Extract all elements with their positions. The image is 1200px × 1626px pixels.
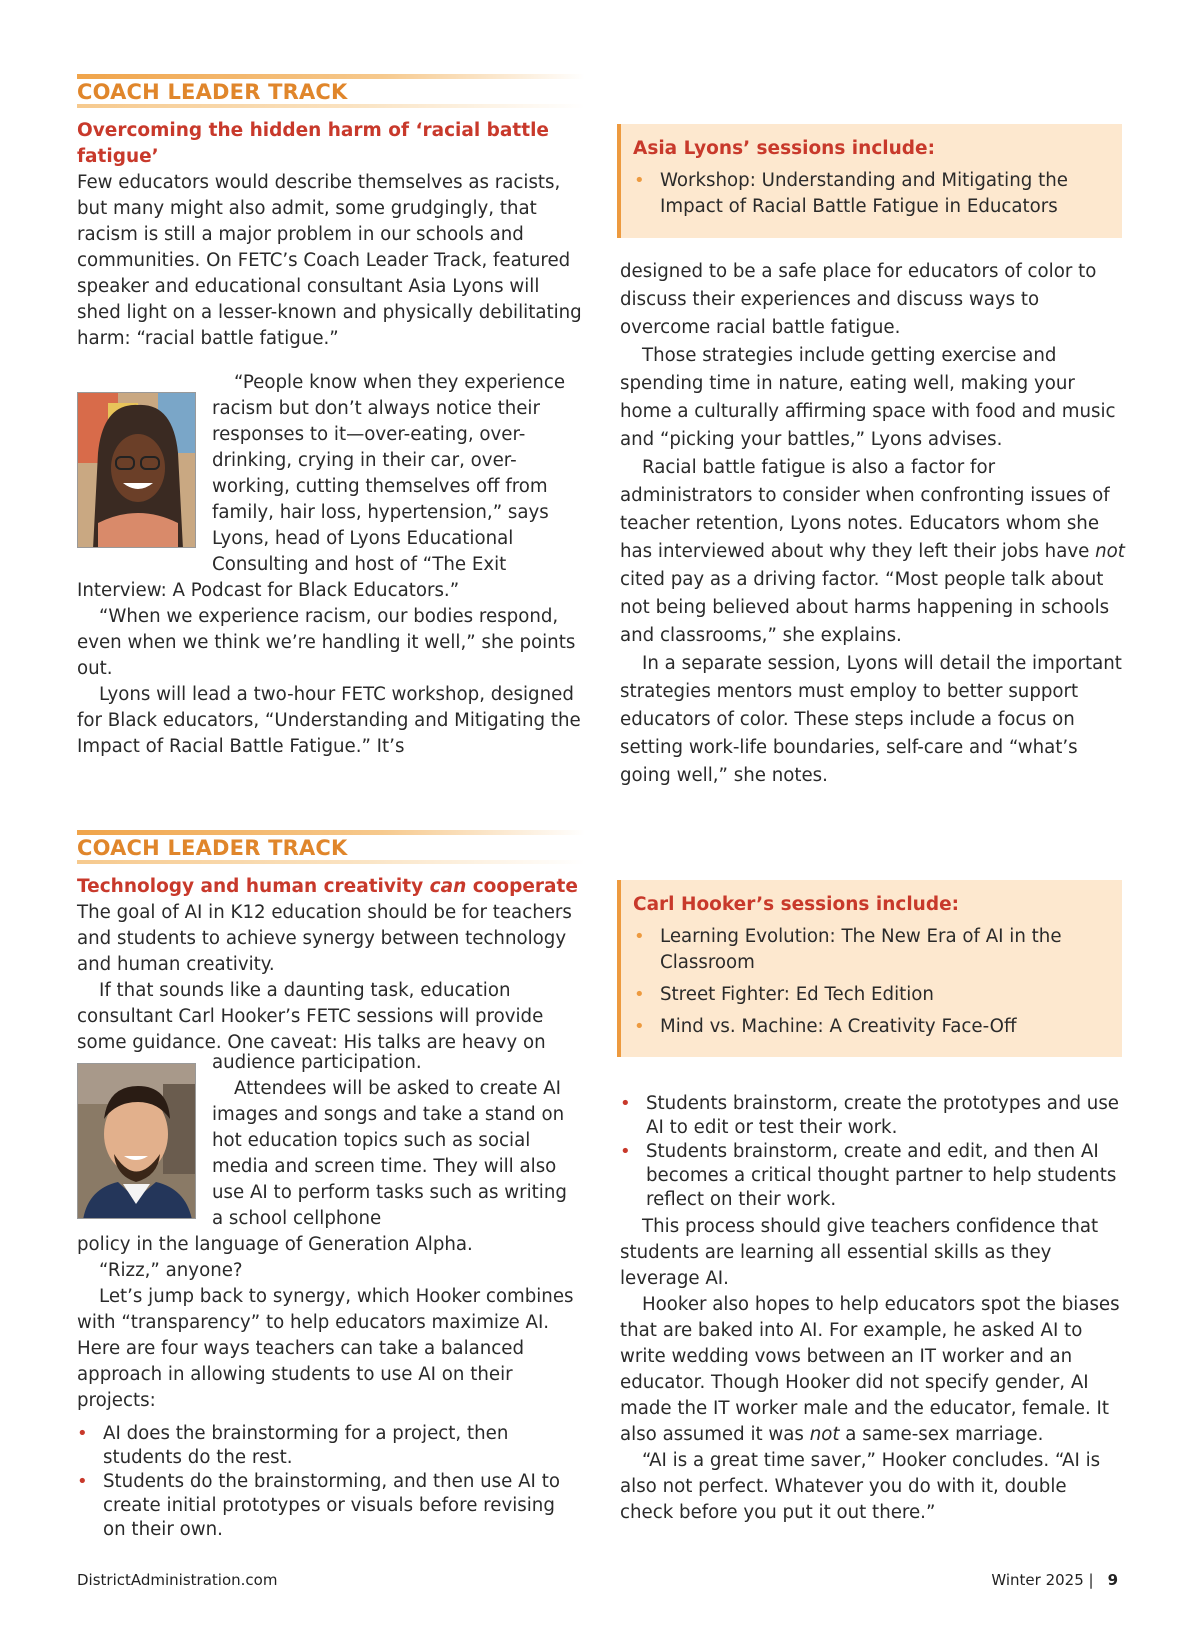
sessions-list bbox=[633, 168, 1108, 220]
paragraph: designed to be a safe place for educators of color to discuss their experiences and discuss ways to overcome racial battle fatigue. bbox=[620, 261, 1097, 338]
paragraph: Few educators would describe themselves as racists, but many might also admit, some grudgingly, that racism is still a major problem in our schools and communities. On FETC’s Coach Leader Track, featured speaker and educational consultant Asia Lyons will shed light on a lesser-known and physically debilitating harm: “racial battle fatigue.” bbox=[77, 172, 582, 349]
wrapped-quote bbox=[212, 370, 582, 578]
approaches-list-continued bbox=[620, 1092, 1125, 1212]
paragraph: “AI is a great time saver,” Hooker concludes. “AI is also not perfect. Whatever you do with it, double check before you put it out there.” bbox=[620, 1450, 1101, 1523]
speaker-photo-image bbox=[78, 1064, 196, 1219]
paragraph: Those strategies include getting exercise and spending time in nature, eating well, making your home a culturally affirming space with food and music and “picking your battles,” Lyons advises. bbox=[620, 345, 1116, 450]
issue-label: Winter 2025 | bbox=[991, 1571, 1094, 1589]
session-item bbox=[633, 168, 1108, 220]
bullet-icon: • bbox=[634, 170, 645, 191]
track-label: COACH LEADER TRACK bbox=[77, 80, 348, 104]
article-body-continued bbox=[77, 1232, 582, 1542]
paragraph: Attendees will be asked to create AI images and songs and take a stand on hot education topics such as social media and screen time. They will also use AI to perform tasks such as writing a school cellphone bbox=[212, 1078, 567, 1229]
paragraph: “Rizz,” anyone? bbox=[99, 1260, 243, 1281]
session-item bbox=[633, 982, 1108, 1008]
bullet-icon: • bbox=[77, 1471, 88, 1492]
paragraph bbox=[620, 454, 1125, 650]
paragraph: If that sounds like a daunting task, education consultant Carl Hooker’s FETC sessions will provide some guidance. One caveat: His talks are heavy on bbox=[77, 980, 546, 1053]
speaker-photo bbox=[77, 392, 196, 548]
paragraph: Let’s jump back to synergy, which Hooker combines with “transparency” to help educators maximize AI. Here are four ways teachers can take a balanced approach in allowing students to use AI on their projects: bbox=[77, 1286, 574, 1411]
article-body bbox=[77, 900, 582, 1056]
header-rule-bottom bbox=[77, 860, 585, 864]
text-run: cited pay as a driving factor. “Most people talk about not being believed about harms happening in schools and classrooms,” she explains. bbox=[620, 569, 1110, 646]
sessions-sidebar bbox=[617, 124, 1122, 238]
footer-issue bbox=[991, 1571, 1118, 1589]
paragraph: Interview: A Podcast for Black Educators.” bbox=[77, 580, 460, 601]
headline-line: Overcoming the hidden harm of ‘racial battle bbox=[77, 120, 549, 141]
section-header bbox=[77, 74, 585, 108]
page-number: 9 bbox=[1107, 1571, 1118, 1589]
paragraph: audience participation. bbox=[212, 1052, 422, 1073]
text-run: Hooker also hopes to help educators spot the biases that are baked into AI. For example, he asked AI to write wedding vows between an IT worker and an educator. Though Hooker did not specify gender, AI made the IT worker male and the educator, female. It also assumed it was bbox=[620, 1294, 1120, 1445]
speaker-photo-image bbox=[78, 393, 196, 548]
bullet-icon: • bbox=[634, 984, 645, 1005]
wrapped-paragraph bbox=[212, 1050, 582, 1232]
header-rule-bottom bbox=[77, 104, 585, 108]
paragraph: This process should give teachers confidence that students are learning all essential skills as they leverage AI. bbox=[620, 1216, 1099, 1289]
approaches-list bbox=[77, 1422, 582, 1542]
session-item bbox=[633, 924, 1108, 976]
sidebar-title: Asia Lyons’ sessions include: bbox=[633, 138, 935, 159]
track-label: COACH LEADER TRACK bbox=[77, 836, 348, 860]
paragraph: policy in the language of Generation Alpha. bbox=[77, 1234, 473, 1255]
text-run: Racial battle fatigue is also a factor for administrators to consider when confronting issues of teacher retention, Lyons notes. Educators whom she has interviewed about why they left their jobs have bbox=[620, 457, 1110, 562]
paragraph: “When we experience racism, our bodies respond, even when we think we’re handling it well,” she points out. bbox=[77, 606, 576, 679]
headline-emphasis: can bbox=[429, 876, 467, 897]
text-run: a same-sex marriage. bbox=[839, 1424, 1044, 1445]
article-body-continued bbox=[77, 578, 582, 760]
list-item bbox=[620, 1140, 1125, 1212]
article-body-right bbox=[620, 258, 1125, 790]
article-body-right bbox=[620, 1092, 1125, 1526]
emphasis: not bbox=[809, 1424, 840, 1445]
sessions-sidebar bbox=[617, 880, 1122, 1057]
headline-text: Technology and human creativity bbox=[77, 876, 430, 897]
emphasis: not bbox=[1095, 541, 1125, 562]
list-item-text: Students do the brainstorming, and then use AI to create initial prototypes or visuals before revising on their own. bbox=[103, 1471, 560, 1540]
list-item bbox=[77, 1422, 582, 1470]
paragraph bbox=[620, 1292, 1125, 1448]
session-title: Mind vs. Machine: A Creativity Face-Off bbox=[660, 1016, 1017, 1037]
header-rule-top bbox=[77, 830, 585, 835]
session-title: Workshop: Understanding and Mitigating the Impact of Racial Battle Fatigue in Educators bbox=[660, 170, 1068, 217]
session-item bbox=[633, 1014, 1108, 1040]
sessions-list bbox=[633, 924, 1108, 1040]
article-body bbox=[77, 170, 582, 352]
headline-text: cooperate bbox=[466, 876, 578, 897]
paragraph: “People know when they experience racism but don’t always notice their responses to it—over-eating, over-drinking, crying in their car, over-working, cutting themselves off from family, hair loss, hypertension,” says Lyons, head of Lyons Educational Consulting and host of “The Exit bbox=[212, 372, 566, 575]
list-item bbox=[77, 1470, 582, 1542]
paragraph: In a separate session, Lyons will detail the important strategies mentors must employ to better support educators of color. These steps include a focus on setting work-life boundaries, self-care and “what’s going well,” she notes. bbox=[620, 653, 1122, 786]
article-headline bbox=[77, 874, 582, 900]
list-item-text: AI does the brainstorming for a project, then students do the rest. bbox=[103, 1423, 509, 1468]
headline-line: fatigue’ bbox=[77, 146, 159, 167]
session-title: Street Fighter: Ed Tech Edition bbox=[660, 984, 934, 1005]
section-header bbox=[77, 830, 585, 864]
bullet-icon: • bbox=[620, 1093, 631, 1114]
list-item-text: Students brainstorm, create the prototypes and use AI to edit or test their work. bbox=[646, 1093, 1119, 1138]
session-title: Learning Evolution: The New Era of AI in the Classroom bbox=[660, 926, 1062, 973]
bullet-icon: • bbox=[634, 926, 645, 947]
header-rule-top bbox=[77, 74, 585, 79]
sidebar-title: Carl Hooker’s sessions include: bbox=[633, 894, 960, 915]
list-item bbox=[620, 1092, 1125, 1140]
list-item-text: Students brainstorm, create and edit, and then AI becomes a critical thought partner to help students reflect on their work. bbox=[646, 1141, 1117, 1210]
bullet-icon: • bbox=[634, 1016, 645, 1037]
paragraph: The goal of AI in K12 education should be for teachers and students to achieve synergy between technology and human creativity. bbox=[77, 902, 572, 975]
bullet-icon: • bbox=[620, 1141, 631, 1162]
footer-site-link[interactable]: DistrictAdministration.com bbox=[77, 1571, 278, 1589]
paragraph: Lyons will lead a two-hour FETC workshop, designed for Black educators, “Understanding and Mitigating the Impact of Racial Battle Fatigue.” It’s bbox=[77, 684, 581, 757]
speaker-photo bbox=[77, 1063, 196, 1219]
bullet-icon: • bbox=[77, 1423, 88, 1444]
article-headline bbox=[77, 118, 577, 170]
